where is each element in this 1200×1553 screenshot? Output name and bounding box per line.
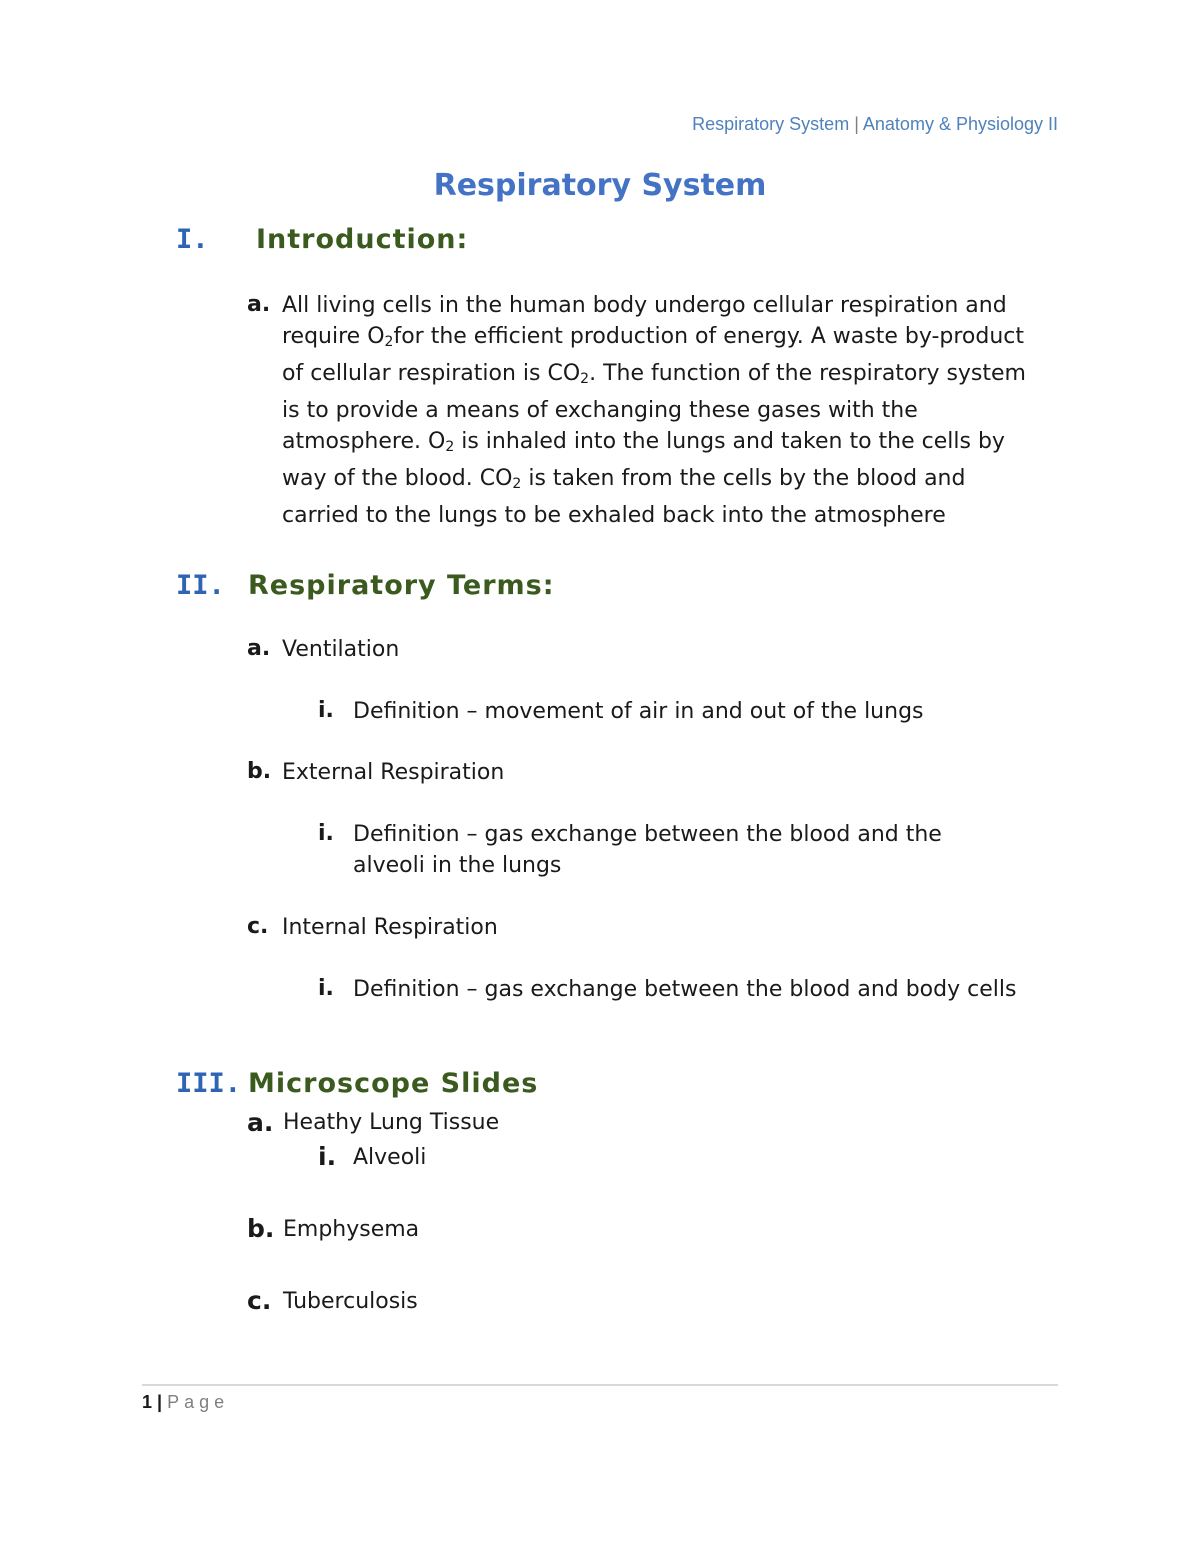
section-numeral-1: I. — [176, 224, 209, 255]
item-label-2a: a. — [247, 636, 271, 661]
section-numeral-2: II. — [176, 570, 225, 601]
slide-emphysema: Emphysema — [283, 1217, 420, 1242]
section-numeral-3: III. — [176, 1068, 242, 1099]
sub-label-2c-i: i. — [318, 976, 334, 1001]
footer-page-number: 1 — [142, 1392, 153, 1412]
intro-text-4: is inhaled into the lungs and taken to the cells by way of the blood. CO — [282, 429, 1005, 491]
item-label-2b: b. — [247, 759, 272, 784]
intro-text-3: . The function of the respiratory system is to provide a means of exchanging these gases with the atmosphere. O — [282, 361, 1026, 454]
footer-page-word: Page — [167, 1392, 230, 1412]
slide-alveoli: Alveoli — [353, 1145, 427, 1170]
intro-text-5: is taken from the cells by the blood and carried to the lungs to be exhaled back into the atmosphere — [282, 466, 966, 528]
intro-subscript-o2: 2 — [384, 334, 394, 350]
intro-text-1: All living cells in the human body undergo cellular respiration and require O — [282, 293, 1007, 349]
sub-label-2b-i: i. — [318, 821, 334, 846]
sub-label-3a-i: i. — [318, 1142, 337, 1171]
item-label-1a: a. — [247, 292, 271, 317]
sub-label-2a-i: i. — [318, 698, 334, 723]
section-heading-microscope-slides: Microscope Slides — [248, 1068, 539, 1099]
item-label-3a: a. — [247, 1108, 274, 1137]
page-footer — [142, 1392, 229, 1413]
term-ventilation: Ventilation — [282, 637, 400, 662]
item-label-3b: b. — [247, 1214, 275, 1243]
intro-subscript-co2: 2 — [580, 371, 590, 387]
footer-rule — [142, 1384, 1058, 1386]
page-title: Respiratory System — [433, 168, 767, 203]
term-external-respiration: External Respiration — [282, 760, 505, 785]
item-label-3c: c. — [247, 1286, 272, 1315]
header-course: Anatomy & Physiology II — [862, 114, 1058, 134]
definition-internal-respiration: Definition – gas exchange between the blood and body cells — [353, 977, 1017, 1002]
section-heading-introduction: Introduction: — [256, 224, 469, 255]
running-header — [692, 114, 1058, 135]
footer-separator: | — [157, 1392, 163, 1412]
item-label-2c: c. — [247, 914, 269, 939]
section-heading-respiratory-terms: Respiratory Terms: — [248, 570, 555, 601]
definition-ventilation: Definition – movement of air in and out of the lungs — [353, 699, 924, 724]
intro-subscript-o2-b: 2 — [445, 439, 455, 455]
slide-tuberculosis: Tuberculosis — [283, 1289, 418, 1314]
intro-text-2: for the efficient production of energy. A waste by-product of cellular respiration is CO — [282, 324, 1025, 386]
slide-healthy-lung-tissue: Heathy Lung Tissue — [283, 1110, 500, 1135]
intro-paragraph — [282, 290, 1032, 531]
definition-external-respiration: Definition – gas exchange between the blood and the alveoli in the lungs — [353, 822, 942, 878]
header-separator: | — [854, 114, 859, 134]
header-doc-title: Respiratory System — [692, 114, 850, 134]
intro-subscript-co2-b: 2 — [512, 476, 522, 492]
term-internal-respiration: Internal Respiration — [282, 915, 498, 940]
